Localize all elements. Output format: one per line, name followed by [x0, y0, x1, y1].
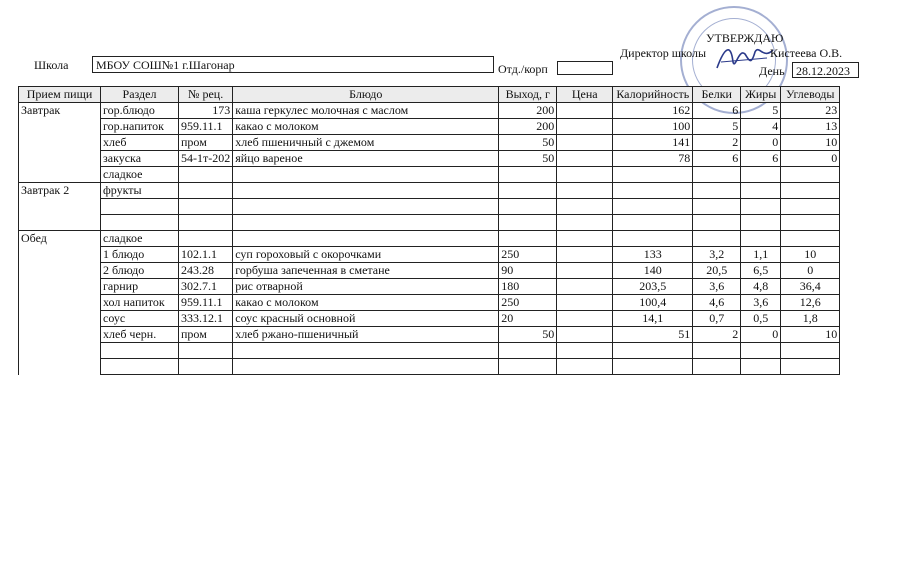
table-cell[interactable] [693, 183, 741, 199]
table-cell[interactable]: 250 [499, 295, 557, 311]
meal-cell[interactable] [19, 215, 101, 231]
day-field[interactable]: 28.12.2023 [792, 62, 859, 78]
table-row [19, 263, 840, 279]
table-row [19, 343, 840, 359]
table-cell[interactable]: 333.12.1 [179, 311, 233, 327]
table-cell[interactable]: 50 [499, 135, 557, 151]
meal-cell[interactable] [19, 295, 101, 311]
table-cell[interactable]: 6 [693, 151, 741, 167]
table-cell[interactable]: суп гороховый с окорочками [233, 247, 499, 263]
table-cell[interactable] [233, 183, 499, 199]
table-cell[interactable] [693, 231, 741, 247]
meal-cell[interactable] [19, 199, 101, 215]
column-header: № рец. [179, 87, 233, 103]
table-cell[interactable] [179, 343, 233, 359]
table-cell[interactable]: какао с молоком [233, 295, 499, 311]
table-cell[interactable] [499, 199, 557, 215]
table-cell[interactable]: сладкое [101, 231, 179, 247]
table-cell[interactable]: 6,5 [741, 263, 781, 279]
table-cell[interactable] [613, 359, 693, 375]
table-cell[interactable]: фрукты [101, 183, 179, 199]
table-cell[interactable]: 20,5 [693, 263, 741, 279]
table-cell[interactable]: 10 [781, 135, 840, 151]
table-cell[interactable] [557, 231, 613, 247]
meal-cell[interactable]: Завтрак 2 [19, 183, 101, 199]
table-cell[interactable]: хол напиток [101, 295, 179, 311]
table-row [19, 135, 840, 151]
table-cell[interactable]: 133 [613, 247, 693, 263]
table-cell[interactable] [781, 343, 840, 359]
column-header: Блюдо [233, 87, 499, 103]
table-cell[interactable] [179, 199, 233, 215]
table-row [19, 119, 840, 135]
meal-cell[interactable] [19, 151, 101, 167]
column-header: Прием пищи [19, 87, 101, 103]
table-cell[interactable]: 200 [499, 119, 557, 135]
table-cell[interactable]: пром [179, 327, 233, 343]
table-cell[interactable]: 100,4 [613, 295, 693, 311]
table-cell[interactable]: 2 блюдо [101, 263, 179, 279]
table-cell[interactable]: 23 [781, 103, 840, 119]
table-cell[interactable] [179, 167, 233, 183]
table-cell[interactable] [101, 215, 179, 231]
table-cell[interactable]: 180 [499, 279, 557, 295]
table-cell[interactable]: 141 [613, 135, 693, 151]
table-cell[interactable]: яйцо вареное [233, 151, 499, 167]
table-cell[interactable]: 243.28 [179, 263, 233, 279]
table-cell[interactable]: 0 [741, 135, 781, 151]
table-cell[interactable] [557, 263, 613, 279]
table-cell[interactable] [557, 103, 613, 119]
table-cell[interactable]: гор.блюдо [101, 103, 179, 119]
table-cell[interactable] [557, 183, 613, 199]
table-cell[interactable] [693, 215, 741, 231]
table-cell[interactable]: хлеб черн. [101, 327, 179, 343]
table-cell[interactable]: 36,4 [781, 279, 840, 295]
table-cell[interactable] [741, 359, 781, 375]
table-cell[interactable]: хлеб ржано-пшеничный [233, 327, 499, 343]
table-cell[interactable]: 5 [741, 103, 781, 119]
table-cell[interactable]: пром [179, 135, 233, 151]
column-header: Выход, г [499, 87, 557, 103]
table-cell[interactable]: 0 [781, 151, 840, 167]
meal-cell[interactable] [19, 359, 101, 375]
table-cell[interactable] [741, 183, 781, 199]
table-cell[interactable]: сладкое [101, 167, 179, 183]
table-cell[interactable]: 10 [781, 327, 840, 343]
table-cell[interactable] [179, 215, 233, 231]
table-cell[interactable]: 100 [613, 119, 693, 135]
table-cell[interactable] [741, 343, 781, 359]
table-body [19, 103, 840, 375]
table-cell[interactable] [557, 215, 613, 231]
table-cell[interactable]: 302.7.1 [179, 279, 233, 295]
table-cell[interactable]: гор.напиток [101, 119, 179, 135]
meal-cell[interactable] [19, 343, 101, 359]
table-cell[interactable]: 162 [613, 103, 693, 119]
table-cell[interactable]: 4,8 [741, 279, 781, 295]
table-cell[interactable] [557, 151, 613, 167]
table-cell[interactable]: 250 [499, 247, 557, 263]
table-cell[interactable]: 200 [499, 103, 557, 119]
meal-cell[interactable] [19, 247, 101, 263]
table-cell[interactable] [233, 359, 499, 375]
director-name: Кистеева О.В. [770, 46, 843, 60]
table-cell[interactable] [613, 343, 693, 359]
table-header-row [19, 87, 840, 103]
table-cell[interactable]: 51 [613, 327, 693, 343]
table-cell[interactable]: 959.11.1 [179, 119, 233, 135]
table-cell[interactable] [101, 343, 179, 359]
table-cell[interactable] [101, 199, 179, 215]
table-cell[interactable]: 6 [741, 151, 781, 167]
table-row [19, 311, 840, 327]
director-label: Директор школы [620, 46, 707, 60]
table-cell[interactable] [613, 167, 693, 183]
table-cell[interactable]: 20 [499, 311, 557, 327]
table-cell[interactable] [693, 199, 741, 215]
table-cell[interactable]: 50 [499, 151, 557, 167]
table-row [19, 151, 840, 167]
table-cell[interactable] [557, 295, 613, 311]
table-cell[interactable] [613, 199, 693, 215]
table-cell[interactable]: горбуша запеченная в сметане [233, 263, 499, 279]
dept-field[interactable] [557, 61, 613, 75]
table-cell[interactable]: 1,1 [741, 247, 781, 263]
table-cell[interactable] [557, 327, 613, 343]
meal-cell[interactable]: Завтрак [19, 103, 101, 119]
table-row [19, 103, 840, 119]
table-cell[interactable] [233, 231, 499, 247]
table-cell[interactable] [233, 199, 499, 215]
table-cell[interactable]: 54-1т-202 [179, 151, 233, 167]
column-header: Раздел [101, 87, 179, 103]
table-cell[interactable]: каша геркулес молочная с маслом [233, 103, 499, 119]
meal-cell[interactable]: Обед [19, 231, 101, 247]
table-cell[interactable] [613, 215, 693, 231]
table-cell[interactable] [233, 215, 499, 231]
table-cell[interactable]: 0 [741, 327, 781, 343]
table-row [19, 295, 840, 311]
table-cell[interactable]: 1,8 [781, 311, 840, 327]
table-cell[interactable]: хлеб пшеничный с джемом [233, 135, 499, 151]
table-cell[interactable] [557, 311, 613, 327]
column-header: Калорийность [613, 87, 693, 103]
table-cell[interactable] [781, 231, 840, 247]
table-cell[interactable]: 2 [693, 327, 741, 343]
table-row [19, 199, 840, 215]
table-cell[interactable] [781, 199, 840, 215]
table-cell[interactable]: 78 [613, 151, 693, 167]
table-cell[interactable]: 50 [499, 327, 557, 343]
table-cell[interactable] [693, 167, 741, 183]
table-cell[interactable] [557, 247, 613, 263]
table-cell[interactable]: 90 [499, 263, 557, 279]
table-cell[interactable]: 102.1.1 [179, 247, 233, 263]
table-cell[interactable]: 4 [741, 119, 781, 135]
table-cell[interactable]: 4,6 [693, 295, 741, 311]
table-cell[interactable]: 959.11.1 [179, 295, 233, 311]
table-cell[interactable]: соус [101, 311, 179, 327]
table-row [19, 279, 840, 295]
table-row [19, 247, 840, 263]
table-cell[interactable] [499, 183, 557, 199]
table-cell[interactable] [499, 231, 557, 247]
table-row [19, 183, 840, 199]
column-header: Углеводы [781, 87, 840, 103]
table-cell[interactable] [499, 359, 557, 375]
table-cell[interactable] [499, 167, 557, 183]
day-label: День [759, 64, 785, 78]
table-cell[interactable] [557, 119, 613, 135]
table-cell[interactable]: 140 [613, 263, 693, 279]
table-cell[interactable]: 6 [693, 103, 741, 119]
school-label: Школа [34, 58, 69, 72]
table-cell[interactable] [179, 359, 233, 375]
table-cell[interactable] [179, 231, 233, 247]
table-cell[interactable]: 5 [693, 119, 741, 135]
menu-table [18, 86, 840, 375]
table-cell[interactable]: 3,6 [741, 295, 781, 311]
table-cell[interactable] [781, 215, 840, 231]
school-field[interactable]: МБОУ СОШ№1 г.Шагонар [92, 56, 494, 73]
table-cell[interactable]: гарнир [101, 279, 179, 295]
table-cell[interactable] [557, 359, 613, 375]
table-cell[interactable] [557, 279, 613, 295]
meal-cell[interactable] [19, 135, 101, 151]
meal-cell[interactable] [19, 327, 101, 343]
table-cell[interactable]: 10 [781, 247, 840, 263]
meal-cell[interactable] [19, 167, 101, 183]
table-row [19, 359, 840, 375]
table-cell[interactable]: соус красный основной [233, 311, 499, 327]
approve-label: УТВЕРЖДАЮ [706, 31, 784, 45]
table-cell[interactable] [179, 183, 233, 199]
table-cell[interactable]: какао с молоком [233, 119, 499, 135]
table-row [19, 167, 840, 183]
meal-cell[interactable] [19, 119, 101, 135]
table-cell[interactable] [233, 167, 499, 183]
table-cell[interactable] [233, 343, 499, 359]
table-cell[interactable]: 173 [179, 103, 233, 119]
table-cell[interactable]: хлеб [101, 135, 179, 151]
table-cell[interactable]: 0,5 [741, 311, 781, 327]
table-cell[interactable]: закуска [101, 151, 179, 167]
column-header: Цена [557, 87, 613, 103]
table-cell[interactable] [613, 183, 693, 199]
table-cell[interactable] [499, 215, 557, 231]
column-header: Белки [693, 87, 741, 103]
table-cell[interactable] [557, 343, 613, 359]
table-cell[interactable]: 2 [693, 135, 741, 151]
column-header: Жиры [741, 87, 781, 103]
dept-label: Отд./корп [498, 62, 548, 76]
table-cell[interactable] [693, 343, 741, 359]
meal-cell[interactable] [19, 263, 101, 279]
table-cell[interactable] [741, 167, 781, 183]
table-cell[interactable] [781, 167, 840, 183]
table-row [19, 327, 840, 343]
table-cell[interactable]: 12,6 [781, 295, 840, 311]
table-cell[interactable]: рис отварной [233, 279, 499, 295]
table-cell[interactable]: 3,2 [693, 247, 741, 263]
table-cell[interactable] [557, 167, 613, 183]
table-cell[interactable]: 0 [781, 263, 840, 279]
table-cell[interactable] [781, 359, 840, 375]
table-cell[interactable] [557, 199, 613, 215]
table-cell[interactable] [741, 215, 781, 231]
table-cell[interactable]: 13 [781, 119, 840, 135]
table-cell[interactable] [613, 231, 693, 247]
table-cell[interactable]: 0,7 [693, 311, 741, 327]
table-row [19, 231, 840, 247]
table-cell[interactable] [741, 199, 781, 215]
table-cell[interactable]: 14,1 [613, 311, 693, 327]
table-row [19, 215, 840, 231]
table-cell[interactable] [101, 359, 179, 375]
table-cell[interactable] [499, 343, 557, 359]
table-cell[interactable] [693, 359, 741, 375]
table-cell[interactable]: 1 блюдо [101, 247, 179, 263]
meal-cell[interactable] [19, 311, 101, 327]
table-cell[interactable]: 203,5 [613, 279, 693, 295]
meal-cell[interactable] [19, 279, 101, 295]
table-cell[interactable] [741, 231, 781, 247]
table-cell[interactable]: 3,6 [693, 279, 741, 295]
table-cell[interactable] [557, 135, 613, 151]
table-cell[interactable] [781, 183, 840, 199]
